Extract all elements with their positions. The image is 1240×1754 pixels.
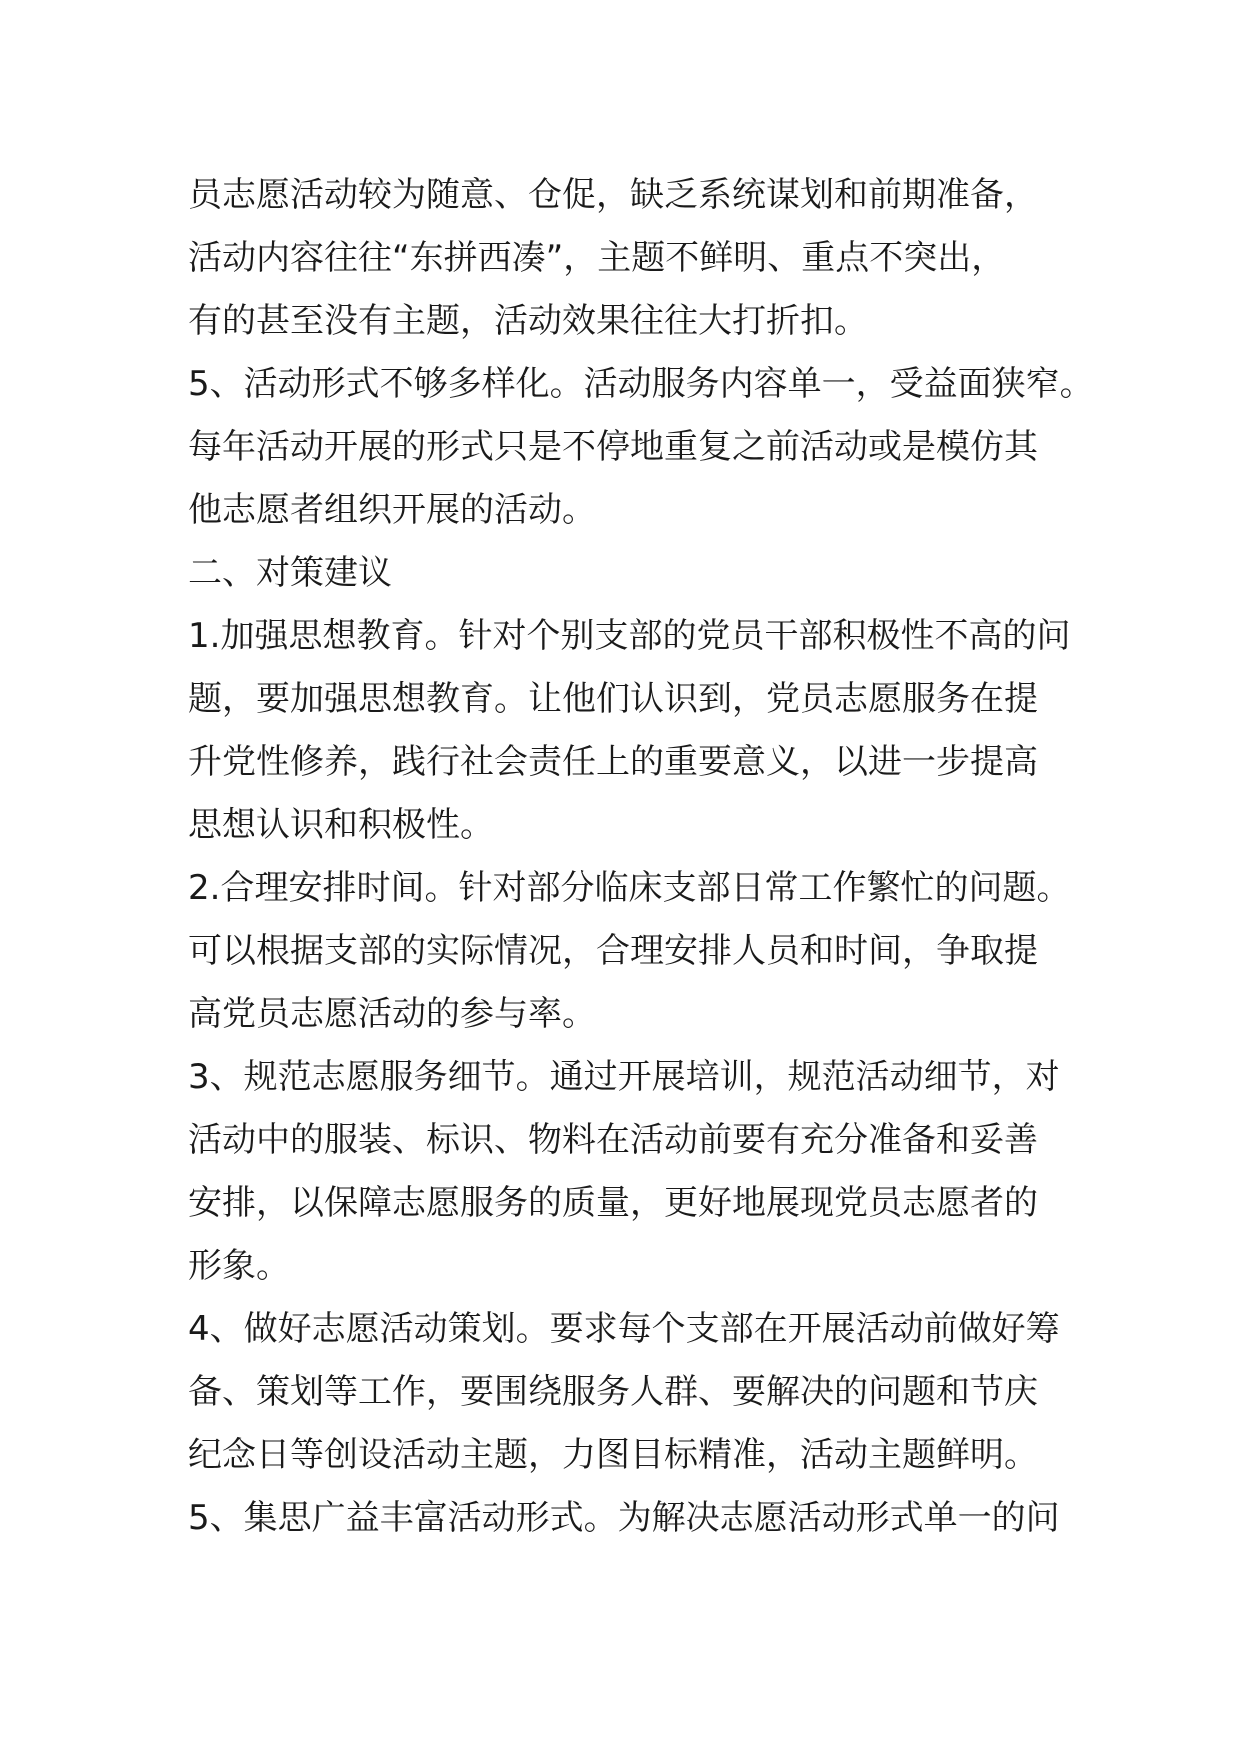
section-heading: 二、对策建议 — [188, 553, 392, 593]
text-line-9: 题，要加强思想教育。让他们认识到，党员志愿服务在提 — [188, 679, 1038, 719]
text-line-4: 5、活动形式不够多样化。活动服务内容单一，受益面狭窄。 — [188, 364, 1094, 404]
text-line-18: 形象。 — [188, 1246, 290, 1286]
text-line-19: 4、做好志愿活动策划。要求每个支部在开展活动前做好筹 — [188, 1309, 1060, 1349]
text-line-13: 可以根据支部的实际情况，合理安排人员和时间，争取提 — [188, 931, 1038, 971]
text-line-5: 每年活动开展的形式只是不停地重复之前活动或是模仿其 — [188, 427, 1038, 467]
text-line-16: 活动中的服装、标识、物料在活动前要有充分准备和妥善 — [188, 1120, 1038, 1160]
text-line-8: 1.加强思想教育。针对个别支部的党员干部积极性不高的问 — [188, 616, 1071, 656]
text-line-3: 有的甚至没有主题，活动效果往往大打折扣。 — [188, 301, 868, 341]
text-line-14: 高党员志愿活动的参与率。 — [188, 994, 596, 1034]
text-line-12: 2.合理安排时间。针对部分临床支部日常工作繁忙的问题。 — [188, 868, 1071, 908]
text-line-20: 备、策划等工作，要围绕服务人群、要解决的问题和节庆 — [188, 1372, 1038, 1412]
text-line-11: 思想认识和积极性。 — [188, 805, 494, 845]
text-line-15: 3、规范志愿服务细节。通过开展培训，规范活动细节，对 — [188, 1057, 1060, 1097]
text-line-17: 安排，以保障志愿服务的质量，更好地展现党员志愿者的 — [188, 1183, 1038, 1223]
text-line-10: 升党性修养，践行社会责任上的重要意义，以进一步提高 — [188, 742, 1038, 782]
text-line-6: 他志愿者组织开展的活动。 — [188, 490, 596, 530]
text-line-2: 活动内容往往“东拼西凑”，主题不鲜明、重点不突出， — [188, 238, 1006, 278]
text-line-1: 员志愿活动较为随意、仓促，缺乏系统谋划和前期准备， — [188, 175, 1038, 215]
text-line-22: 5、集思广益丰富活动形式。为解决志愿活动形式单一的问 — [188, 1498, 1060, 1538]
text-line-21: 纪念日等创设活动主题，力图目标精准，活动主题鲜明。 — [188, 1435, 1038, 1475]
